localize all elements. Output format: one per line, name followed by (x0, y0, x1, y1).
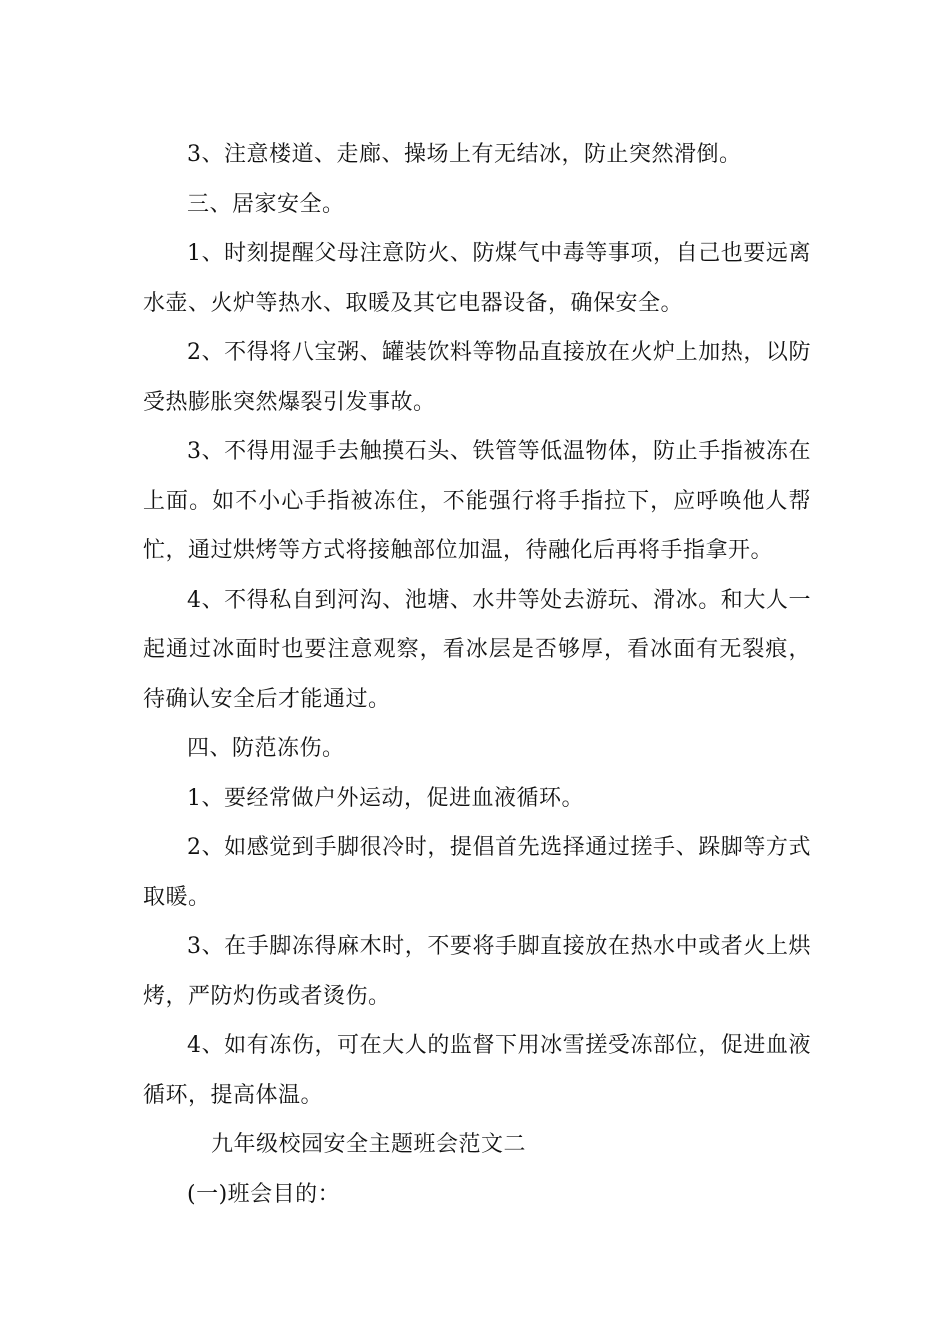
paragraph-frostbite-item-4: 4、如有冻伤，可在大人的监督下用冰雪搓受冻部位，促进血液循环，提高体温。 (143, 1033, 811, 1108)
paragraph-home-safety-item-4: 4、不得私自到河沟、池塘、水井等处去游玩、滑冰。和大人一起通过冰面时也要注意观察，看冰层是否够厚，看冰面有无裂痕，待确认安全后才能通过。 (143, 587, 811, 712)
paragraph-home-safety-item-2: 2、不得将八宝粥、罐装饮料等物品直接放在火炉上加热，以防受热膨胀突然爆裂引发事故。 (143, 340, 811, 415)
paragraph-frostbite-item-3: 3、在手脚冻得麻木时，不要将手脚直接放在热水中或者火上烘烤，严防灼伤或者烫伤。 (143, 934, 811, 1009)
paragraph-frostbite-item-1: 1、要经常做户外运动，促进血液循环。 (187, 785, 584, 811)
section-heading-home-safety: 三、居家安全。 (187, 191, 345, 217)
paragraph-winter-school-item-3: 3、注意楼道、走廊、操场上有无结冰，防止突然滑倒。 (187, 142, 742, 167)
section-heading-meeting-purpose: (一)班会目的： (187, 1181, 341, 1207)
paragraph-home-safety-item-3: 3、不得用湿手去触摸石头、铁管等低温物体，防止手指被冻在上面。如不小心手指被冻住，不能强行将手指拉下，应呼唤他人帮忙，通过烘烤等方式将接触部位加温，待融化后再将手指拿开。 (143, 439, 811, 563)
document-body (143, 130, 811, 1219)
article-title-two: 九年级校园安全主题班会范文二 (211, 1132, 527, 1157)
section-heading-frostbite: 四、防范冻伤。 (187, 736, 345, 761)
paragraph-home-safety-item-1: 1、时刻提醒父母注意防火、防煤气中毒等事项，自己也要远离水壶、火炉等热水、取暖及其它电器设备，确保安全。 (143, 241, 811, 316)
paragraph-frostbite-item-2: 2、如感觉到手脚很冷时，提倡首先选择通过搓手、跺脚等方式取暖。 (143, 835, 811, 910)
